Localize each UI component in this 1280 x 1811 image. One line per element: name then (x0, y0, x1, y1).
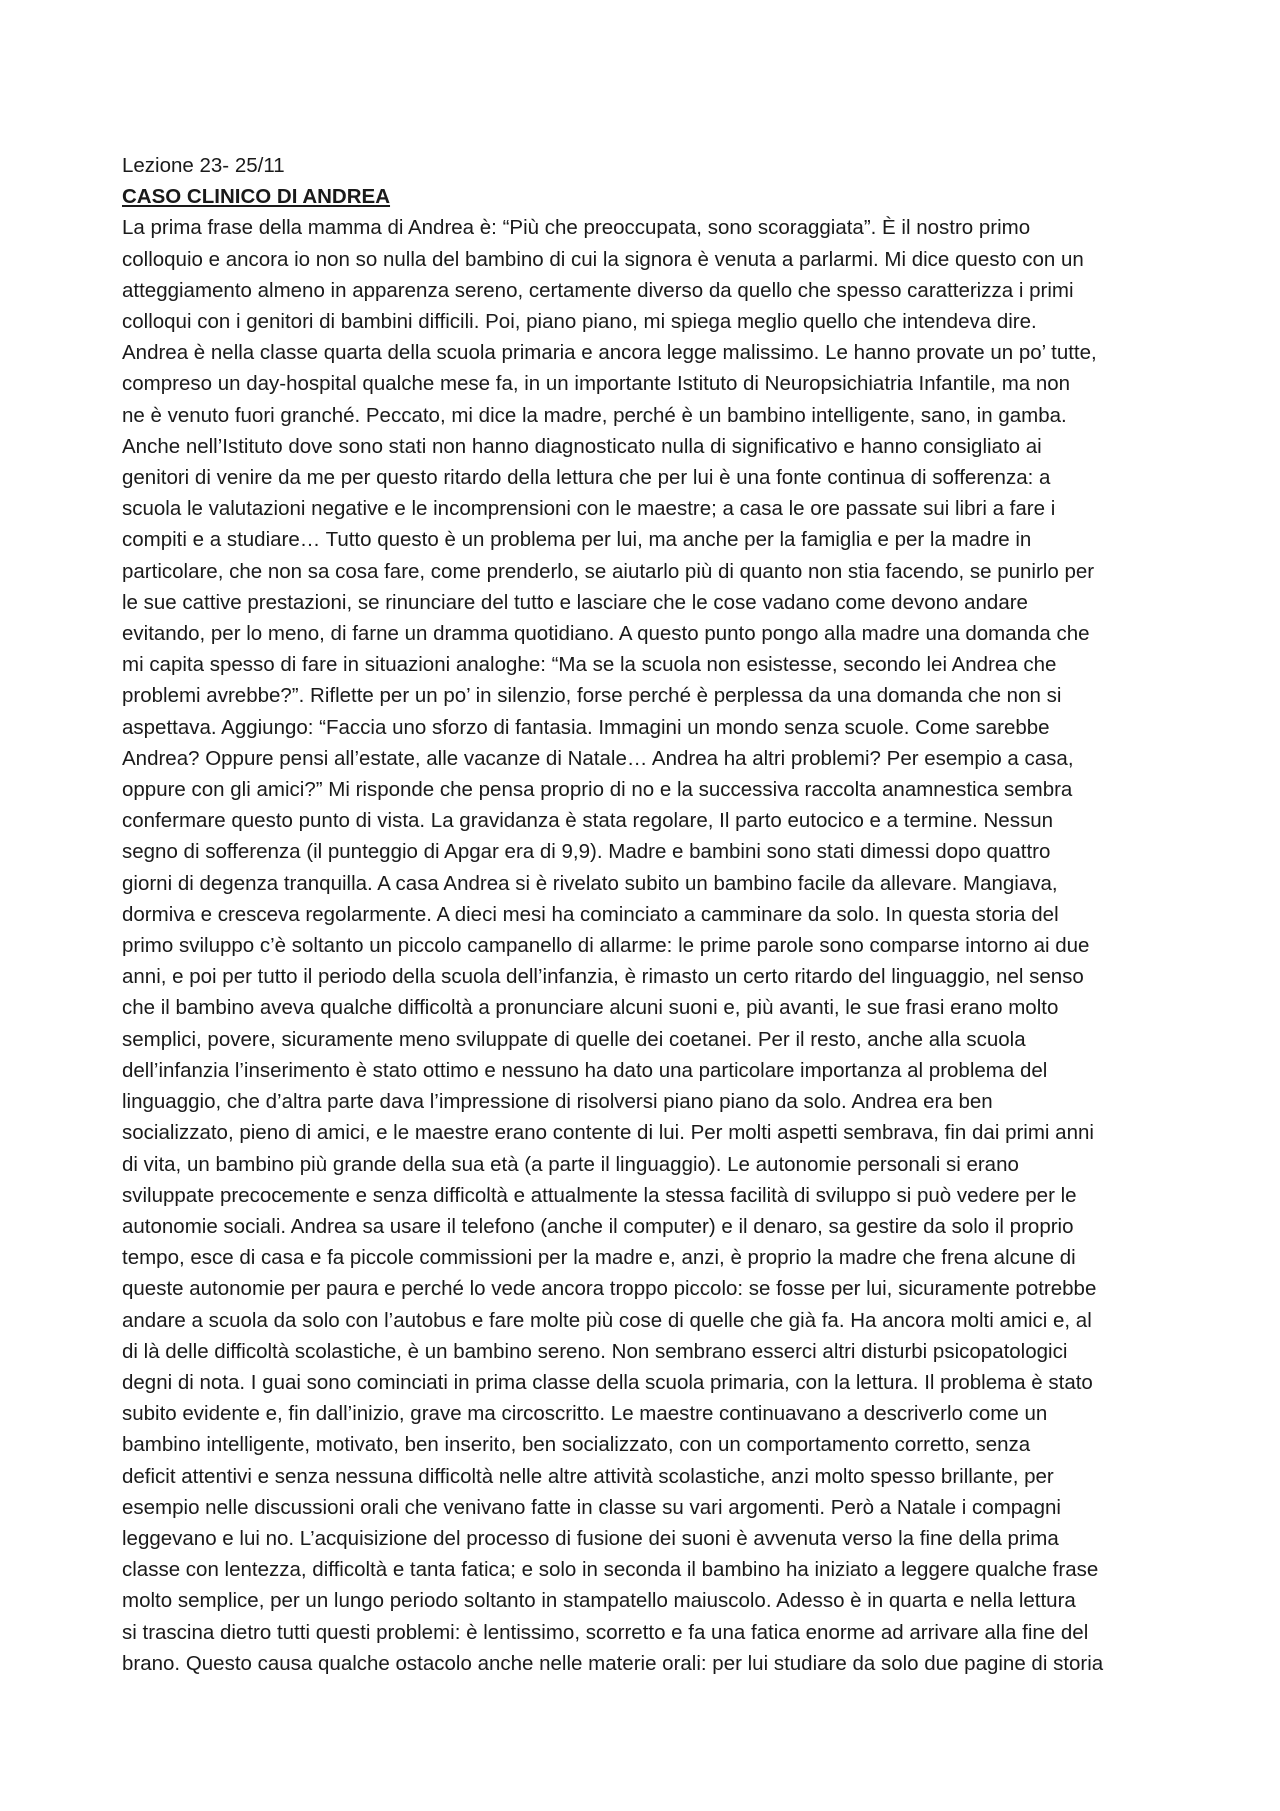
body-line: scuola le valutazioni negative e le incomprensioni con le maestre; a casa le ore passate sui libri a fare i (122, 497, 1056, 521)
body-line: evitando, per lo meno, di farne un dramma quotidiano. A questo punto pongo alla madre una domanda che (122, 622, 1090, 646)
lecture-header: Lezione 23- 25/11 (122, 154, 285, 177)
body-line: dormiva e cresceva regolarmente. A dieci mesi ha cominciato a camminare da solo. In questa storia del (122, 902, 1059, 926)
body-line: leggevano e lui no. L’acquisizione del processo di fusione dei suoni è avvenuta verso la fine della prima (122, 1526, 1059, 1550)
body-line: di vita, un bambino più grande della sua età (a parte il linguaggio). Le autonomie personali si erano (122, 1152, 1019, 1176)
case-title: CASO CLINICO DI ANDREA (122, 185, 391, 209)
body-line: linguaggio, che d’altra parte dava l’impressione di risolversi piano piano da solo. Andrea era ben (122, 1090, 993, 1114)
body-paragraph (122, 212, 1170, 1679)
body-line: atteggiamento almeno in apparenza sereno, certamente diverso da quello che spesso caratterizza i primi (122, 278, 1074, 302)
body-line: autonomie sociali. Andrea sa usare il telefono (anche il computer) e il denaro, sa gestire da solo il proprio (122, 1214, 1074, 1238)
body-line: deficit attentivi e senza nessuna difficoltà nelle altre attività scolastiche, anzi molto spesso brillante, per (122, 1464, 1054, 1488)
body-line: genitori di venire da me per questo ritardo della lettura che per lui è una fonte continua di sofferenza: a (122, 466, 1051, 490)
body-line: brano. Questo causa qualche ostacolo anche nelle materie orali: per lui studiare da solo due pagine di storia (122, 1651, 1104, 1675)
body-line: bambino intelligente, motivato, ben inserito, ben socializzato, con un comportamento corretto, senza (122, 1433, 1031, 1457)
body-line: primo sviluppo c’è soltanto un piccolo campanello di allarme: le prime parole sono comparse intorno ai due (122, 934, 1090, 958)
body-line: che il bambino aveva qualche difficoltà a pronunciare alcuni suoni e, più avanti, le sue frasi erano molto (122, 996, 1059, 1020)
body-line: segno di sofferenza (il punteggio di Apgar era di 9,9). Madre e bambini sono stati dimessi dopo quattro (122, 840, 1051, 864)
body-line: anni, e poi per tutto il periodo della scuola dell’infanzia, è rimasto un certo ritardo del linguaggio, nel senso (122, 965, 1084, 989)
body-line: compreso un day-hospital qualche mese fa, in un importante Istituto di Neuropsichiatria Infantile, ma non (122, 372, 1071, 396)
body-line: dell’infanzia l’inserimento è stato ottimo e nessuno ha dato una particolare importanza al problema del (122, 1058, 1048, 1082)
body-line: semplici, povere, sicuramente meno sviluppate di quelle dei coetanei. Per il resto, anche alla scuola (122, 1027, 1026, 1051)
body-line: classe con lentezza, difficoltà e tanta fatica; e solo in seconda il bambino ha iniziato a leggere qualche frase (122, 1558, 1099, 1582)
body-line: aspettava. Aggiungo: “Faccia uno sforzo di fantasia. Immagini un mondo senza scuole. Come sarebbe (122, 715, 1050, 739)
body-line: socializzato, pieno di amici, e le maestre erano contente di lui. Per molti aspetti sembrava, fin dai primi anni (122, 1121, 1094, 1145)
body-line: tempo, esce di casa e fa piccole commissioni per la madre e, anzi, è proprio la madre che frena alcune di (122, 1246, 1076, 1270)
body-line: degni di nota. I guai sono cominciati in prima classe della scuola primaria, con la lettura. Il problema è stato (122, 1370, 1093, 1394)
body-line: confermare questo punto di vista. La gravidanza è stata regolare, Il parto eutocico e a termine. Nessun (122, 809, 1053, 833)
body-line: Anche nell’Istituto dove sono stati non hanno diagnosticato nulla di significativo e hanno consigliato ai (122, 434, 1042, 458)
body-line: si trascina dietro tutti questi problemi: è lentissimo, scorretto e fa una fatica enorme ad arrivare alla fine del (122, 1620, 1089, 1644)
body-line: Andrea? Oppure pensi all’estate, alle vacanze di Natale… Andrea ha altri problemi? Per esempio a casa, (122, 746, 1074, 770)
body-line: colloquio e ancora io non so nulla del bambino di cui la signora è venuta a parlarmi. Mi dice questo con un (122, 247, 1084, 271)
body-line: problemi avrebbe?”. Riflette per un po’ in silenzio, forse perché è perplessa da una domanda che non si (122, 684, 1062, 708)
body-line: sviluppate precocemente e senza difficoltà e attualmente la stessa facilità di sviluppo si può vedere per le (122, 1183, 1077, 1207)
body-line: andare a scuola da solo con l’autobus e fare molte più cose di quelle che già fa. Ha ancora molti amici e, al (122, 1308, 1092, 1332)
body-line: ne è venuto fuori granché. Peccato, mi dice la madre, perché è un bambino intelligente, sano, in gamba. (122, 403, 1067, 427)
body-line: di là delle difficoltà scolastiche, è un bambino sereno. Non sembrano esserci altri disturbi psicopatologici (122, 1339, 1068, 1363)
body-line: compiti e a studiare… Tutto questo è un problema per lui, ma anche per la famiglia e per la madre in (122, 528, 1032, 552)
body-line: La prima frase della mamma di Andrea è: “Più che preoccupata, sono scoraggiata”. È il nostro primo (122, 216, 1031, 240)
body-line: queste autonomie per paura e perché lo vede ancora troppo piccolo: se fosse per lui, sicuramente potrebbe (122, 1277, 1097, 1301)
body-line: subito evidente e, fin dall’inizio, grave ma circoscritto. Le maestre continuavano a descriverlo come un (122, 1402, 1048, 1426)
body-line: particolare, che non sa cosa fare, come prenderlo, se aiutarlo più di quanto non stia facendo, se punirlo per (122, 559, 1095, 583)
body-line: mi capita spesso di fare in situazioni analoghe: “Ma se la scuola non esistesse, secondo lei Andrea che (122, 653, 1057, 677)
body-line: colloqui con i genitori di bambini difficili. Poi, piano piano, mi spiega meglio quello che intendeva dire. (122, 310, 1037, 334)
body-line: esempio nelle discussioni orali che venivano fatte in classe su vari argomenti. Però a Natale i compagni (122, 1495, 1061, 1519)
body-line: le sue cattive prestazioni, se rinunciare del tutto e lasciare che le cose vadano come devono andare (122, 590, 1028, 614)
document-page (122, 150, 1170, 1679)
body-line: giorni di degenza tranquilla. A casa Andrea si è rivelato subito un bambino facile da allevare. Mangiava, (122, 871, 1058, 895)
body-line: Andrea è nella classe quarta della scuola primaria e ancora legge malissimo. Le hanno provate un po’ tutte, (122, 341, 1097, 365)
body-line: molto semplice, per un lungo periodo soltanto in stampatello maiuscolo. Adesso è in quarta e nella lettura (122, 1589, 1076, 1613)
body-line: oppure con gli amici?” Mi risponde che pensa proprio di no e la successiva raccolta anamnestica sembra (122, 778, 1073, 802)
